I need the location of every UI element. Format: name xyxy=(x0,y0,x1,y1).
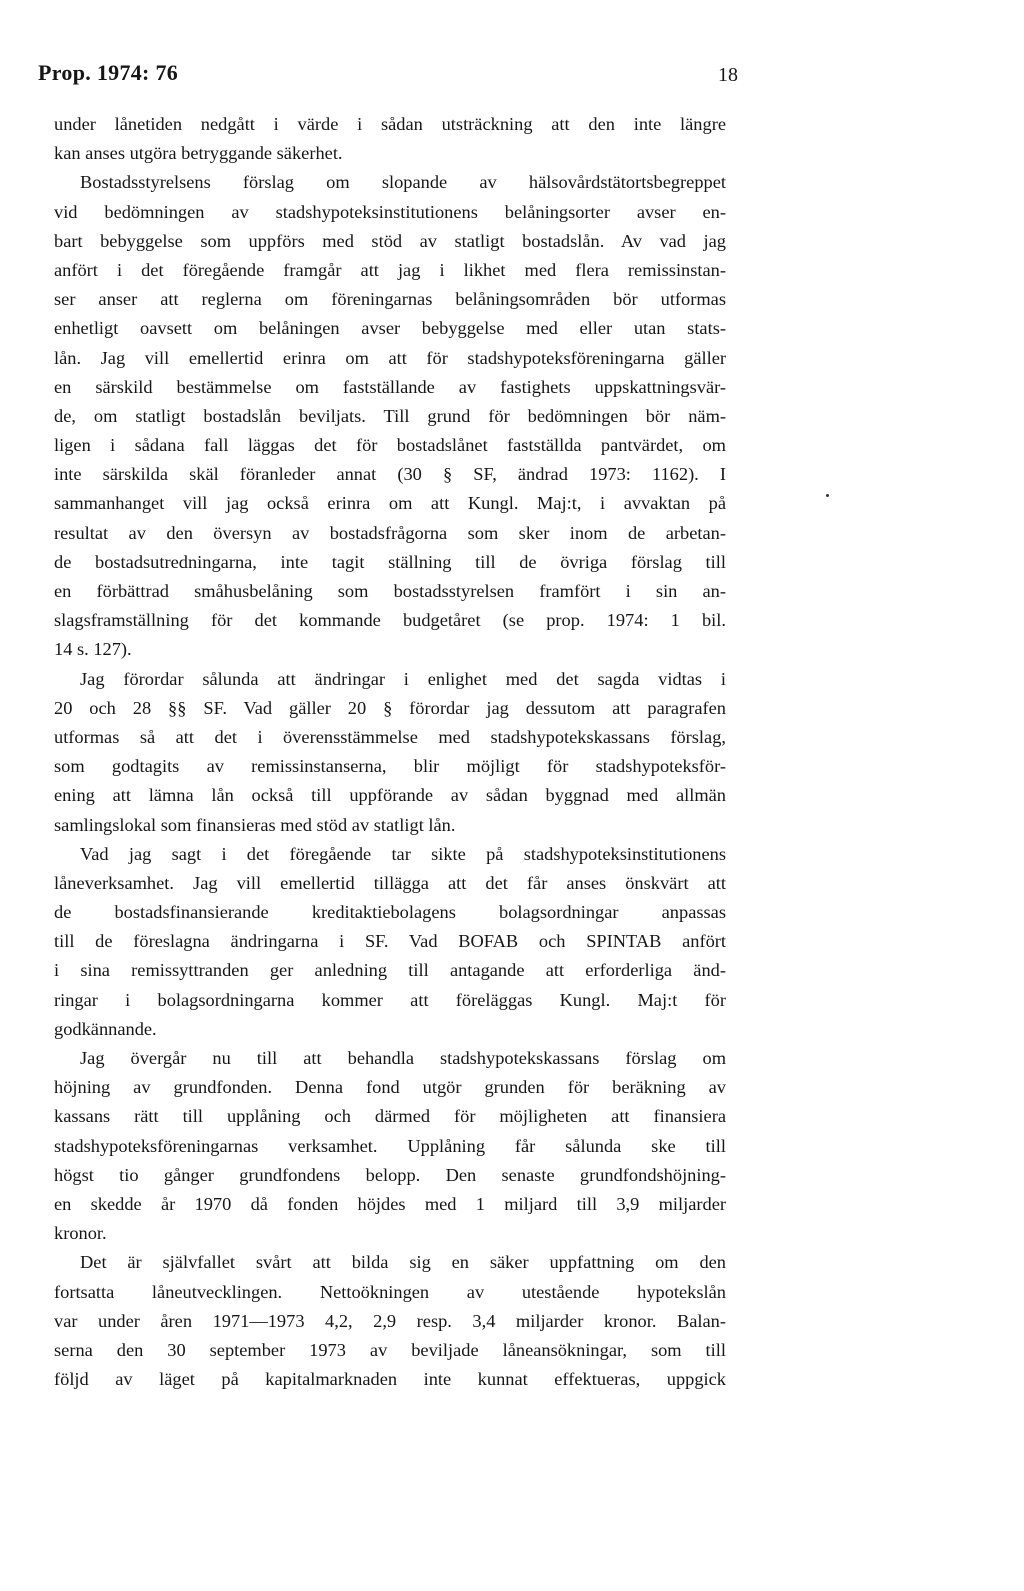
margin-mark xyxy=(826,494,829,497)
text-line: anfört i det föregående framgår att jag i likhet med flera remissinstan- xyxy=(54,259,726,280)
page-number: 18 xyxy=(718,64,738,86)
text-line: de bostadsfinansierande kreditaktiebolagens bolagsordningar anpassas xyxy=(54,902,726,923)
text-line: följd av läget på kapitalmarknaden inte kunnat effektueras, uppgick xyxy=(54,1369,726,1390)
text-line: kronor. xyxy=(54,1223,107,1244)
text-line: kan anses utgöra betryggande säkerhet. xyxy=(54,143,343,164)
text-line: Jag övergår nu till att behandla stadshypotekskassans förslag om xyxy=(80,1048,726,1068)
text-line: låneverksamhet. Jag vill emellertid tillägga att det får anses önskvärt att xyxy=(54,872,726,893)
text-line: ening att lämna lån också till uppförande av sådan byggnad med allmän xyxy=(54,785,726,806)
text-line: ringar i bolagsordningarna kommer att föreläggas Kungl. Maj:t för xyxy=(54,989,726,1010)
text-line: Jag förordar sålunda att ändringar i enlighet med det sagda vidtas i xyxy=(80,668,726,689)
text-line: stadshypoteksföreningarnas verksamhet. Upplåning får sålunda ske till xyxy=(54,1135,726,1156)
text-line: enhetligt oavsett om belåningen avser bebyggelse med eller utan stats- xyxy=(54,318,726,339)
text-line: Det är självfallet svårt att bilda sig en säker uppfattning om den xyxy=(80,1252,726,1273)
text-line: kassans rätt till upplåning och därmed för möjligheten att finansiera xyxy=(54,1106,726,1127)
text-line: höjning av grundfonden. Denna fond utgör grunden för beräkning av xyxy=(54,1077,726,1098)
text-line: inte särskilda skäl föranleder annat (30 § SF, ändrad 1973: 1162). I xyxy=(54,464,726,485)
text-line: en särskild bestämmelse om fastställande av fastighets uppskattningsvär- xyxy=(54,376,726,397)
text-line: sammanhanget vill jag också erinra om att Kungl. Maj:t, i avvaktan på xyxy=(54,493,726,514)
text-line: 14 s. 127). xyxy=(54,639,132,660)
text-line: Vad jag sagt i det föregående tar sikte på stadshypoteksinstitutionens xyxy=(80,843,726,864)
text-line: de, om statligt bostadslån beviljats. Till grund för bedömningen bör näm- xyxy=(54,405,726,426)
text-line: bart bebyggelse som uppförs med stöd av statligt bostadslån. Av vad jag xyxy=(54,230,726,251)
text-line: godkännande. xyxy=(54,1018,157,1039)
text-line: slagsframställning för det kommande budgetåret (se prop. 1974: 1 bil. xyxy=(54,610,726,631)
text-line: en förbättrad småhusbelåning som bostadsstyrelsen framfört i sin an- xyxy=(54,581,726,601)
text-line: var under åren 1971—1973 4,2, 2,9 resp. 3,4 miljarder kronor. Balan- xyxy=(54,1310,726,1331)
text-line: i sina remissyttranden ger anledning till antagande att erforderliga änd- xyxy=(54,960,726,981)
text-line: samlingslokal som finansieras med stöd av statligt lån. xyxy=(54,814,456,835)
text-line: fortsatta låneutvecklingen. Nettoökningen av utestående hypotekslån xyxy=(54,1281,726,1302)
text-line: ligen i sådana fall läggas det för bostadslånet fastställda pantvärdet, om xyxy=(54,435,726,456)
text-line: till de föreslagna ändringarna i SF. Vad BOFAB och SPINTAB anfört xyxy=(54,931,726,952)
text-line: serna den 30 september 1973 av beviljade låneansökningar, som till xyxy=(54,1339,726,1360)
text-line: vid bedömningen av stadshypoteksinstitutionens belåningsorter avser en- xyxy=(54,201,726,222)
text-line: ser anser att reglerna om föreningarnas belåningsområden bör utformas xyxy=(54,289,726,310)
text-line: de bostadsutredningarna, inte tagit ställning till de övriga förslag till xyxy=(54,551,726,572)
text-line: under lånetiden nedgått i värde i sådan utsträckning att den inte längre xyxy=(54,114,726,134)
text-line: högst tio gånger grundfondens belopp. Den senaste grundfondshöjning- xyxy=(54,1164,726,1185)
text-line: en skedde år 1970 då fonden höjdes med 1 miljard till 3,9 miljarder xyxy=(54,1193,726,1214)
text-line: resultat av den översyn av bostadsfrågorna som sker inom de arbetan- xyxy=(54,522,726,543)
text-line: Bostadsstyrelsens förslag om slopande av hälsovårdstätortsbegreppet xyxy=(80,172,726,193)
text-line: 20 och 28 §§ SF. Vad gäller 20 § förordar jag dessutom att paragrafen xyxy=(54,697,726,718)
text-line: utformas så att det i överensstämmelse med stadshypotekskassans förslag, xyxy=(54,726,726,747)
text-line: lån. Jag vill emellertid erinra om att för stadshypoteksföreningarna gäller xyxy=(54,347,726,368)
body-text xyxy=(54,110,726,1394)
running-head: Prop. 1974: 76 xyxy=(38,60,179,85)
text-line: som godtagits av remissinstanserna, blir möjligt för stadshypoteksför- xyxy=(54,756,726,777)
page-header xyxy=(38,60,738,94)
